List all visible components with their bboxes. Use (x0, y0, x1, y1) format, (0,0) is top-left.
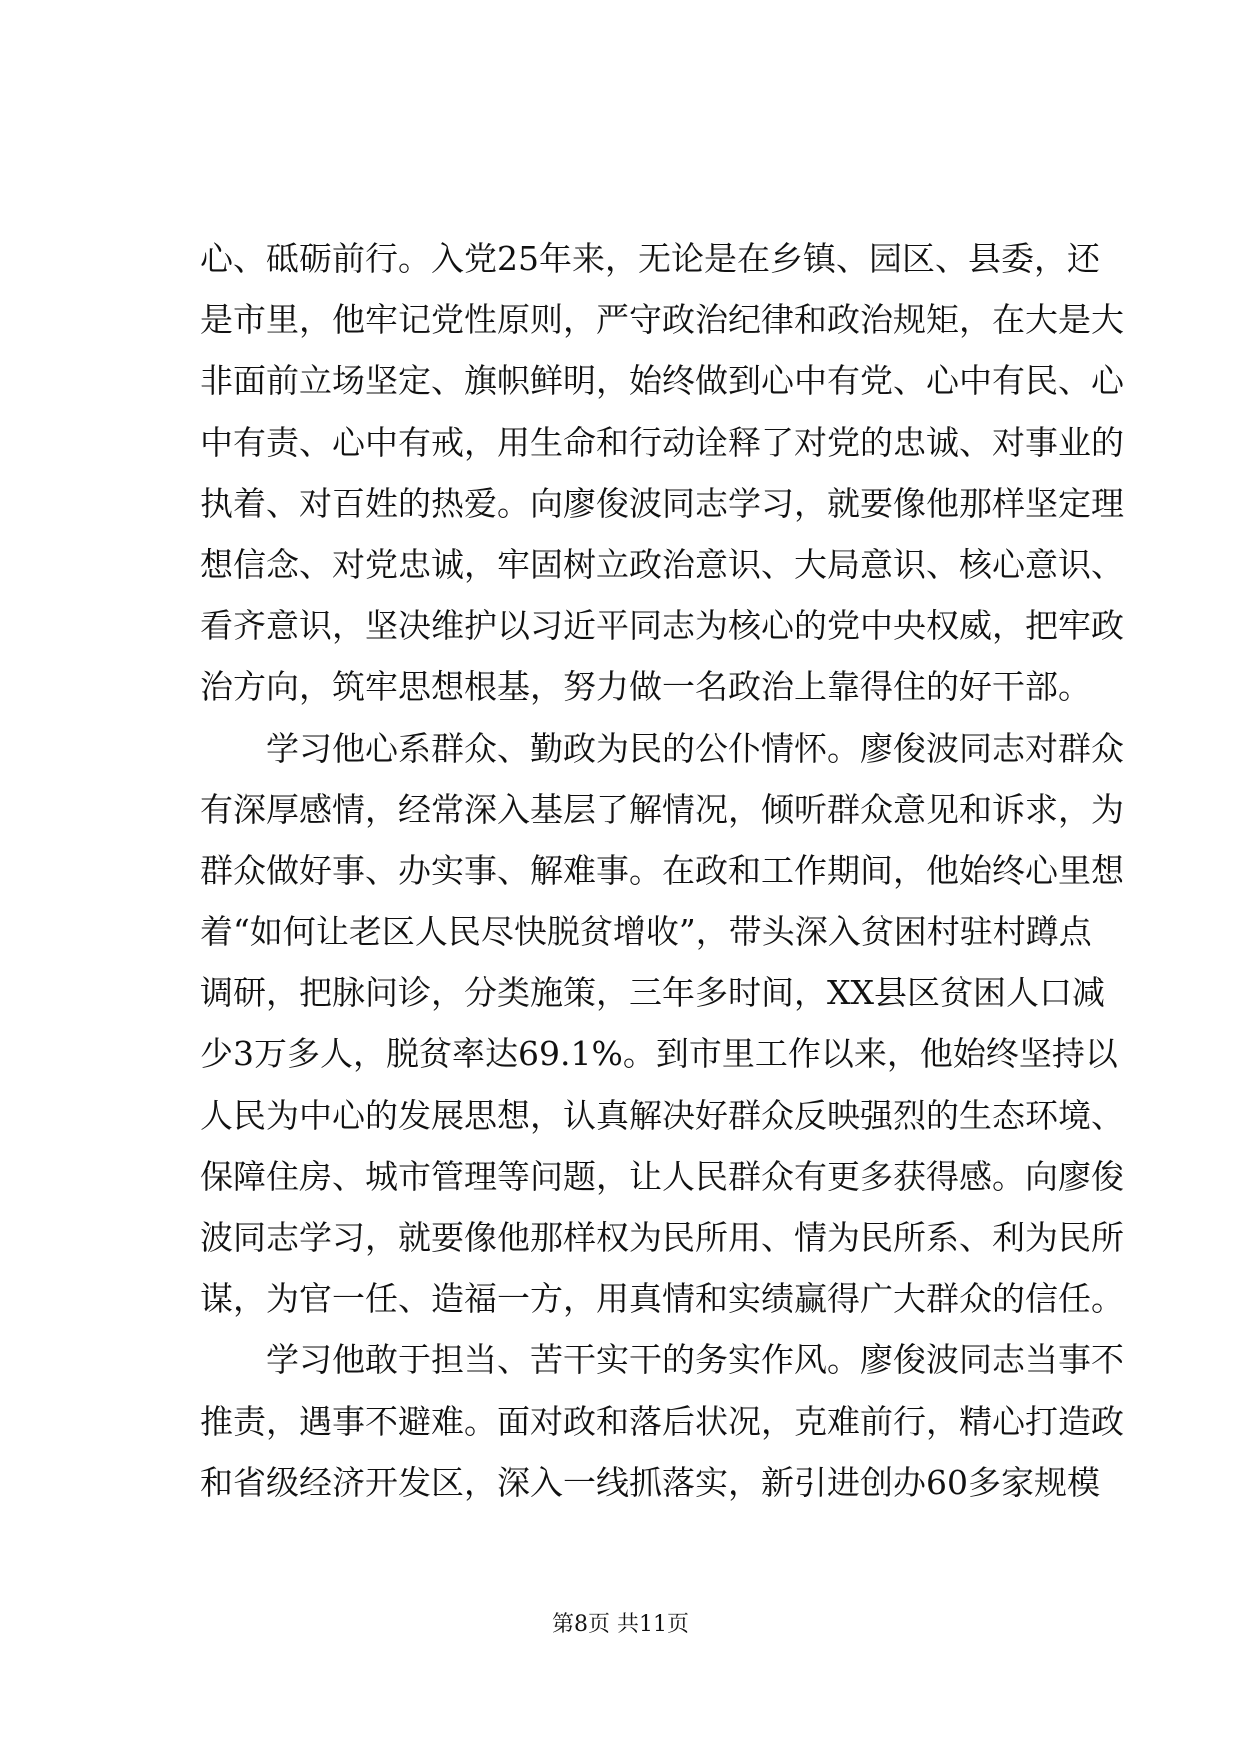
text-line: 和省级经济开发区，深入一线抓落实，新引进创办60多家规模 (200, 1462, 1100, 1502)
text-line: 看齐意识，坚决维护以习近平同志为核心的党中央权威，把牢政 (200, 606, 1124, 646)
text-line: 保障住房、城市管理等问题，让人民群众有更多获得感。向廖俊 (200, 1156, 1124, 1196)
text-line: 中有责、心中有戒，用生命和行动诠释了对党的忠诚、对事业的 (200, 422, 1124, 462)
text-line: 执着、对百姓的热爱。向廖俊波同志学习，就要像他那样坚定理 (200, 483, 1124, 523)
text-line: 学习他敢于担当、苦干实干的务实作风。廖俊波同志当事不 (266, 1340, 1124, 1380)
page-number-footer: 第8页 共11页 (552, 1612, 689, 1637)
text-line: 学习他心系群众、勤政为民的公仆情怀。廖俊波同志对群众 (266, 728, 1124, 768)
text-line: 少3万多人，脱贫率达69.1%。到市里工作以来，他始终坚持以 (200, 1034, 1118, 1074)
text-line: 非面前立场坚定、旗帜鲜明，始终做到心中有党、心中有民、心 (200, 361, 1124, 401)
paragraph-3 (200, 1329, 1124, 1513)
text-line: 推责，遇事不避难。面对政和落后状况，克难前行，精心打造政 (200, 1401, 1124, 1441)
text-line: 谋，为官一任、造福一方，用真情和实绩赢得广大群众的信任。 (200, 1279, 1124, 1319)
text-line: 心、砥砺前行。入党25年来，无论是在乡镇、园区、县委，还 (200, 239, 1100, 278)
text-line: 波同志学习，就要像他那样权为民所用、情为民所系、利为民所 (200, 1218, 1124, 1257)
text-line: 着“如何让老区人民尽快脱贫增收”，带头深入贫困村驻村蹲点 (200, 912, 1092, 952)
text-line: 人民为中心的发展思想，认真解决好群众反映强烈的生态环境、 (200, 1095, 1124, 1135)
paragraph-1 (200, 228, 1124, 718)
text-line: 有深厚感情，经常深入基层了解情况，倾听群众意见和诉求，为 (200, 789, 1124, 829)
text-line: 是市里，他牢记党性原则，严守政治纪律和政治规矩，在大是大 (200, 300, 1124, 340)
paragraph-2 (200, 718, 1124, 1330)
body-text (200, 228, 1124, 1513)
text-line: 群众做好事、办实事、解难事。在政和工作期间，他始终心里想 (200, 850, 1124, 890)
text-line: 治方向，筑牢思想根基，努力做一名政治上靠得住的好干部。 (200, 667, 1091, 707)
text-line: 想信念、对党忠诚，牢固树立政治意识、大局意识、核心意识、 (200, 544, 1124, 584)
text-line: 调研，把脉问诊，分类施策，三年多时间，XX县区贫困人口减 (200, 973, 1105, 1013)
